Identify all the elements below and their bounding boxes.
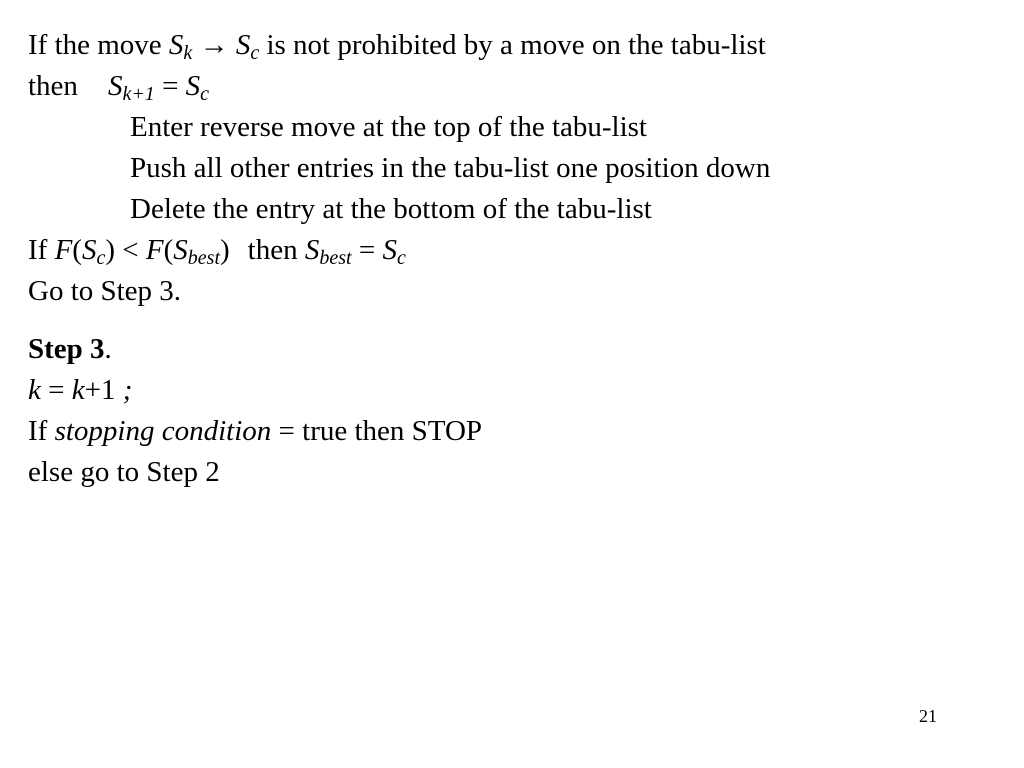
line-enter-reverse-move: Enter reverse move at the top of the tabu-list: [130, 111, 647, 143]
subscript-c: c: [250, 42, 260, 64]
paren-open: (: [72, 234, 82, 266]
less-than-sign: <: [115, 234, 146, 266]
plus-one: +1: [84, 374, 116, 406]
text-if-move: If the move: [28, 29, 169, 61]
step-3-heading: Step 3: [28, 333, 105, 365]
line-go-to-step-3: Go to Step 3.: [28, 275, 182, 307]
subscript-c: c: [200, 83, 210, 105]
symbol-f: F: [54, 234, 73, 266]
paren-close: ): [105, 234, 116, 266]
paren-open: (: [163, 234, 174, 266]
line-increment-k: [28, 370, 988, 411]
text-then: then: [247, 234, 305, 266]
line-else-go-to-step-2: else go to Step 2: [28, 456, 220, 488]
equals-sign: =: [40, 374, 72, 406]
symbol-s: S: [304, 234, 320, 266]
line-then-assign: [28, 66, 988, 107]
line-move-condition: [28, 25, 988, 66]
subscript-best: best: [187, 247, 220, 269]
paren-close: ): [220, 234, 230, 266]
slide-body: [28, 25, 988, 493]
symbol-s: S: [173, 234, 188, 266]
subscript-k: k: [183, 42, 193, 64]
text-if: If: [28, 415, 55, 447]
subscript-best: best: [319, 247, 352, 269]
symbol-s: S: [107, 70, 123, 102]
line-best-update: [28, 230, 988, 271]
text-if: If: [28, 234, 55, 266]
symbol-k: k: [71, 374, 85, 406]
symbol-s: S: [235, 29, 251, 61]
line-step-3-heading: [28, 329, 988, 370]
symbol-s: S: [168, 29, 184, 61]
text-not-prohibited: is not prohibited by a move on the tabu-list: [259, 29, 766, 61]
heading-period: .: [104, 333, 112, 365]
stopping-condition-term: stopping condition: [54, 415, 272, 447]
line-push-entries: Push all other entries in the tabu-list one position down: [130, 152, 771, 184]
subscript-c: c: [96, 247, 106, 269]
symbol-s: S: [81, 234, 97, 266]
symbol-f: F: [145, 234, 164, 266]
symbol-k: k: [28, 374, 41, 406]
arrow-symbol: →: [192, 29, 236, 61]
page-number: 21: [919, 706, 937, 726]
symbol-s: S: [382, 234, 397, 266]
equals-sign: =: [154, 70, 186, 102]
line-stopping-condition: [28, 411, 988, 452]
text-then: then: [28, 70, 78, 102]
symbol-s: S: [185, 70, 201, 102]
line-delete-entry: Delete the entry at the bottom of the tabu-list: [130, 193, 652, 225]
subscript-c: c: [396, 247, 406, 269]
equals-sign: =: [351, 234, 383, 266]
text-true-then-stop: = true then STOP: [271, 415, 483, 447]
semicolon: ;: [115, 374, 133, 406]
subscript-k-plus-1: k+1: [122, 83, 155, 105]
